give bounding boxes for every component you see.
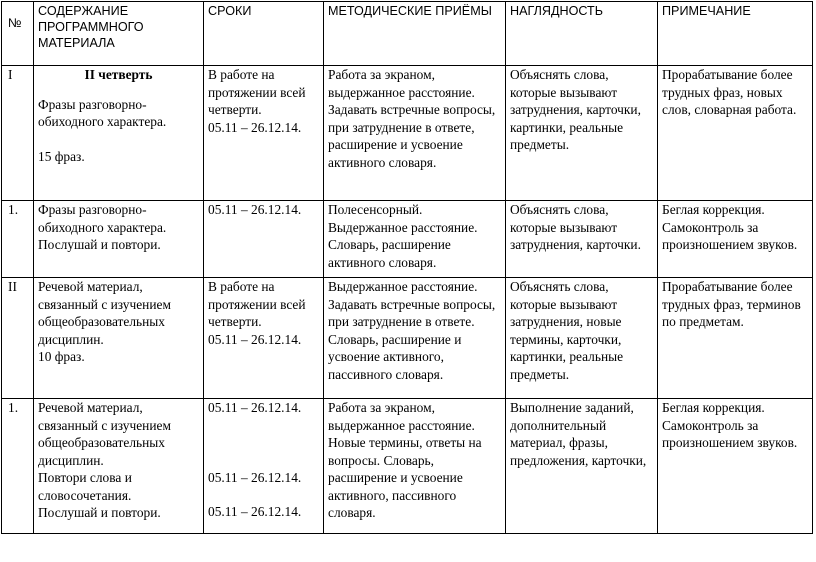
row-notes: Прорабатывание более трудных фраз, терминов по предметам. xyxy=(658,278,813,399)
row-methods: Полесенсорный. Выдержанное расстояние. Словарь, расширение активного словаря. xyxy=(324,201,506,278)
quarter-title: II четверть xyxy=(84,67,153,82)
row-num: 1. xyxy=(2,399,34,534)
terms-text: В работе на протяжении всей четверти. xyxy=(208,67,306,117)
row-num: II xyxy=(2,278,34,399)
row-terms: 05.11 – 26.12.14. xyxy=(204,201,324,278)
table-row xyxy=(2,201,813,278)
content-count: 15 фраз. xyxy=(38,148,85,164)
row-content xyxy=(34,278,204,399)
terms-text: В работе на протяжении всей четверти. xyxy=(208,279,306,329)
terms-date: 05.11 – 26.12.14. xyxy=(208,504,302,519)
row-notes: Беглая коррекция. Самоконтроль за произношением звуков. xyxy=(658,399,813,534)
header-terms: СРОКИ xyxy=(204,2,324,66)
row-terms xyxy=(204,399,324,534)
header-methods: МЕТОДИЧЕСКИЕ ПРИЁМЫ xyxy=(324,2,506,66)
row-methods: Выдержанное расстояние. Задавать встречные вопросы, при затруднение в ответе. Словарь, расширение и усвоение активного, пассивного словаря. xyxy=(324,278,506,399)
row-content xyxy=(34,66,204,201)
content-text: Речевой материал, связанный с изучением общеобразовательных дисциплин. xyxy=(38,400,171,468)
row-methods: Работа за экраном, выдержанное расстояние. Задавать встречные вопросы, при затруднение в ответе, расширение и усвоение активного словаря. xyxy=(324,66,506,201)
row-terms xyxy=(204,66,324,201)
table-row xyxy=(2,399,813,534)
content-count: 10 фраз. xyxy=(38,349,85,364)
row-notes: Прорабатывание более трудных фраз, новых слов, словарная работа. xyxy=(658,66,813,201)
content-line: Повтори слова и словосочетания. xyxy=(38,470,132,503)
header-content: СОДЕРЖАНИЕ ПРОГРАММНОГО МАТЕРИАЛА xyxy=(34,2,204,66)
row-num: I xyxy=(2,66,34,201)
row-visual: Объяснять слова, которые вызывают затруднения, новые термины, карточки, картинки, реальные предметы. xyxy=(506,278,658,399)
row-visual: Объяснять слова, которые вызывают затруднения, карточки, картинки, реальные предметы. xyxy=(506,66,658,201)
row-visual: Выполнение заданий, дополнительный материал, фразы, предложения, карточки, xyxy=(506,399,658,534)
row-terms xyxy=(204,278,324,399)
table-row xyxy=(2,278,813,399)
row-content: Фразы разговорно-обиходного характера. Послушай и повтори. xyxy=(34,201,204,278)
row-content xyxy=(34,399,204,534)
header-notes: ПРИМЕЧАНИЕ xyxy=(658,2,813,66)
terms-date: 05.11 – 26.12.14. xyxy=(208,119,302,135)
header-row xyxy=(2,2,813,66)
content-line: Послушай и повтори. xyxy=(38,505,161,520)
header-visual: НАГЛЯДНОСТЬ xyxy=(506,2,658,66)
terms-date: 05.11 – 26.12.14. xyxy=(208,400,302,415)
row-notes: Беглая коррекция. Самоконтроль за произношением звуков. xyxy=(658,201,813,278)
row-visual: Объяснять слова, которые вызывают затруднения, карточки. xyxy=(506,201,658,278)
table-row xyxy=(2,66,813,201)
program-table xyxy=(1,1,813,534)
content-text: Фразы разговорно-обиходного характера. xyxy=(38,96,167,129)
row-methods: Работа за экраном, выдержанное расстояние. Новые термины, ответы на вопросы. Словарь, расширение и усвоение активного, пассивного словаря. xyxy=(324,399,506,534)
row-num: 1. xyxy=(2,201,34,278)
header-num: № xyxy=(2,2,34,66)
terms-date: 05.11 – 26.12.14. xyxy=(208,469,302,485)
terms-date: 05.11 – 26.12.14. xyxy=(208,331,302,347)
content-text: Речевой материал, связанный с изучением общеобразовательных дисциплин. xyxy=(38,279,171,347)
